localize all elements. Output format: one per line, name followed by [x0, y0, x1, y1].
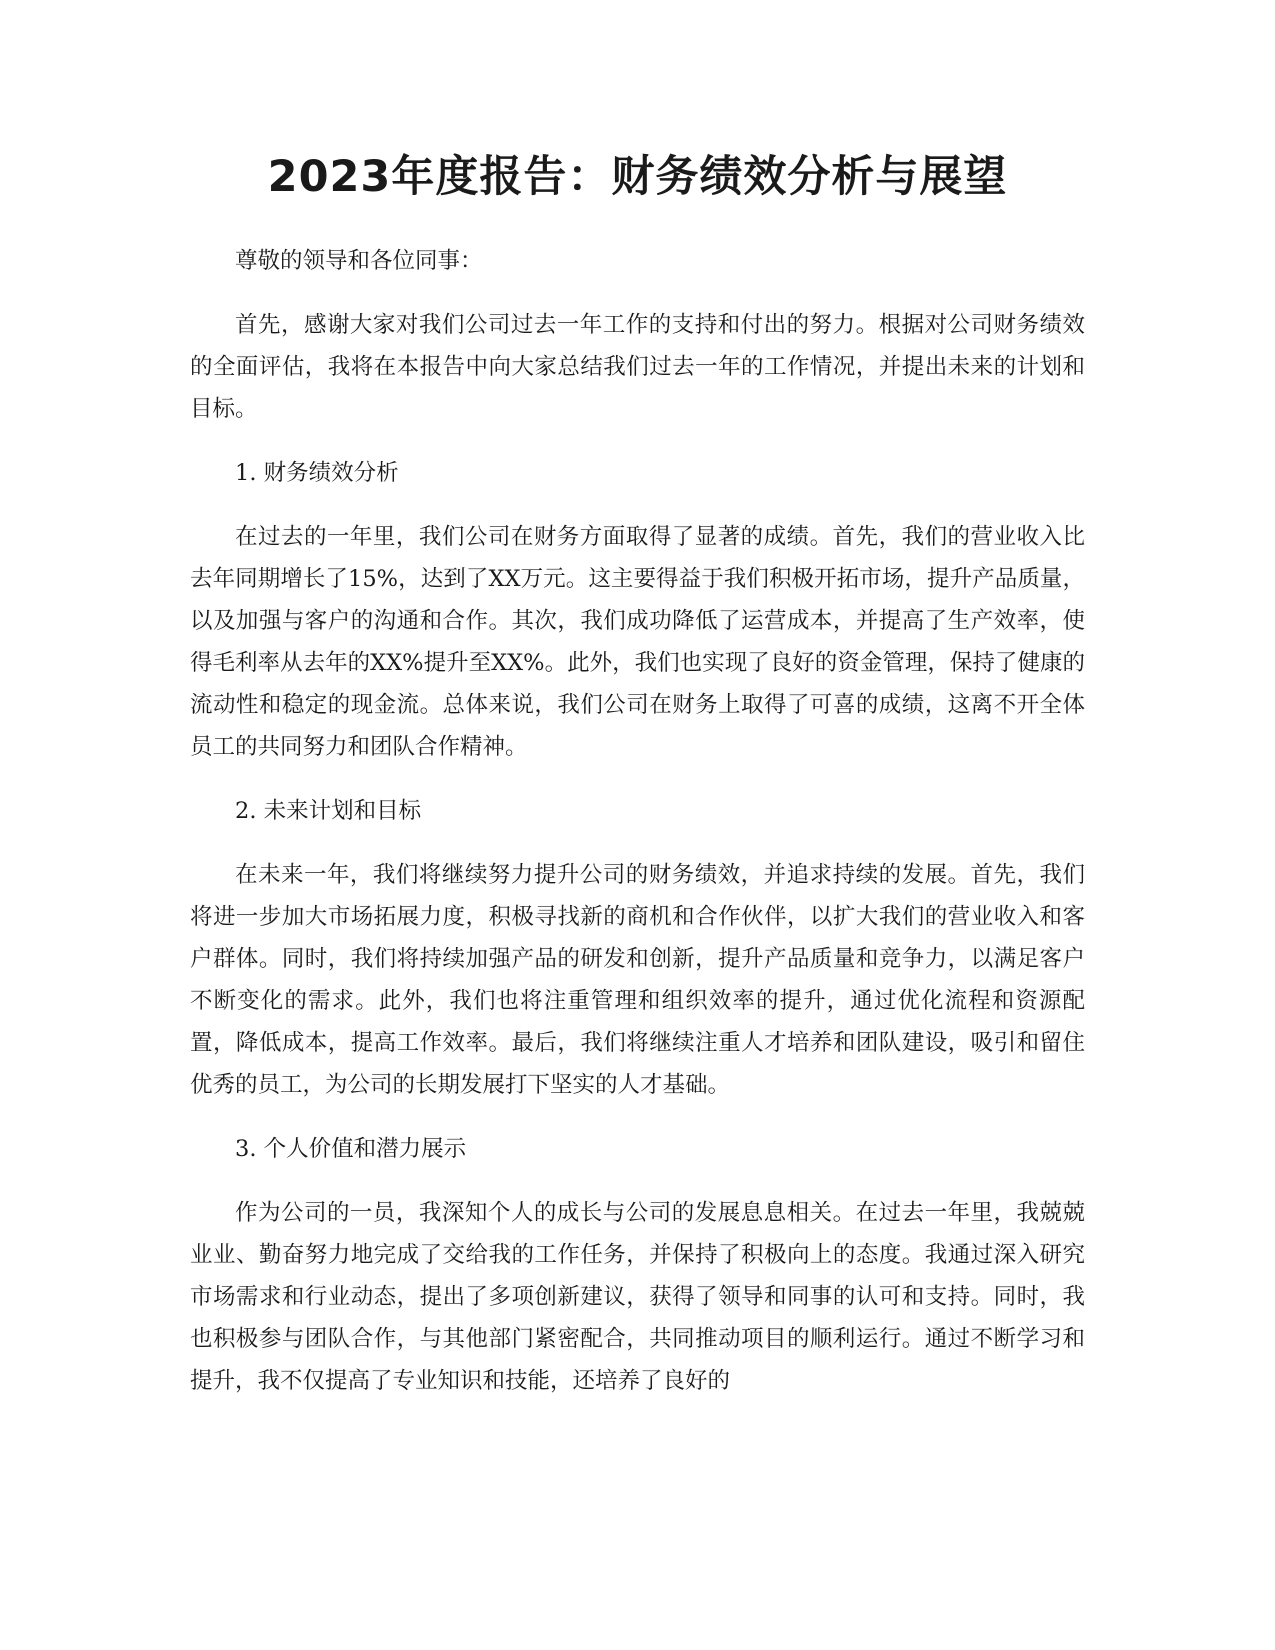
section-heading-financial-analysis: 1. 财务绩效分析	[235, 460, 399, 486]
document-body	[190, 240, 1085, 1424]
page-title: 2023年度报告：财务绩效分析与展望	[267, 152, 1008, 202]
section-body-personal-value: 作为公司的一员，我深知个人的成长与公司的发展息息相关。在过去一年里，我兢兢业业、勤奋努力地完成了交给我的工作任务，并保持了积极向上的态度。我通过深入研究市场需求和行业动态，提出了多项创新建议，获得了领导和同事的认可和支持。同时，我也积极参与团队合作，与其他部门紧密配合，共同推动项目的顺利运行。通过不断学习和提升，我不仅提高了专业知识和技能，还培养了良好的	[190, 1200, 1085, 1394]
section-body-financial-analysis: 在过去的一年里，我们公司在财务方面取得了显著的成绩。首先，我们的营业收入比去年同期增长了15%，达到了XX万元。这主要得益于我们积极开拓市场，提升产品质量，以及加强与客户的沟通和合作。其次，我们成功降低了运营成本，并提高了生产效率，使得毛利率从去年的XX%提升至XX%。此外，我们也实现了良好的资金管理，保持了健康的流动性和稳定的现金流。总体来说，我们公司在财务上取得了可喜的成绩，这离不开全体员工的共同努力和团队合作精神。	[190, 524, 1085, 760]
salutation: 尊敬的领导和各位同事：	[235, 248, 483, 274]
section-body-future-plans: 在未来一年，我们将继续努力提升公司的财务绩效，并追求持续的发展。首先，我们将进一步加大市场拓展力度，积极寻找新的商机和合作伙伴，以扩大我们的营业收入和客户群体。同时，我们将持续加强产品的研发和创新，提升产品质量和竞争力，以满足客户不断变化的需求。此外，我们也将注重管理和组织效率的提升，通过优化流程和资源配置，降低成本，提高工作效率。最后，我们将继续注重人才培养和团队建设，吸引和留住优秀的员工，为公司的长期发展打下坚实的人才基础。	[190, 862, 1085, 1098]
section-heading-future-plans: 2. 未来计划和目标	[235, 798, 422, 824]
section-heading-personal-value: 3. 个人价值和潜力展示	[235, 1136, 467, 1162]
intro-paragraph: 首先，感谢大家对我们公司过去一年工作的支持和付出的努力。根据对公司财务绩效的全面评估，我将在本报告中向大家总结我们过去一年的工作情况，并提出未来的计划和目标。	[190, 312, 1085, 422]
